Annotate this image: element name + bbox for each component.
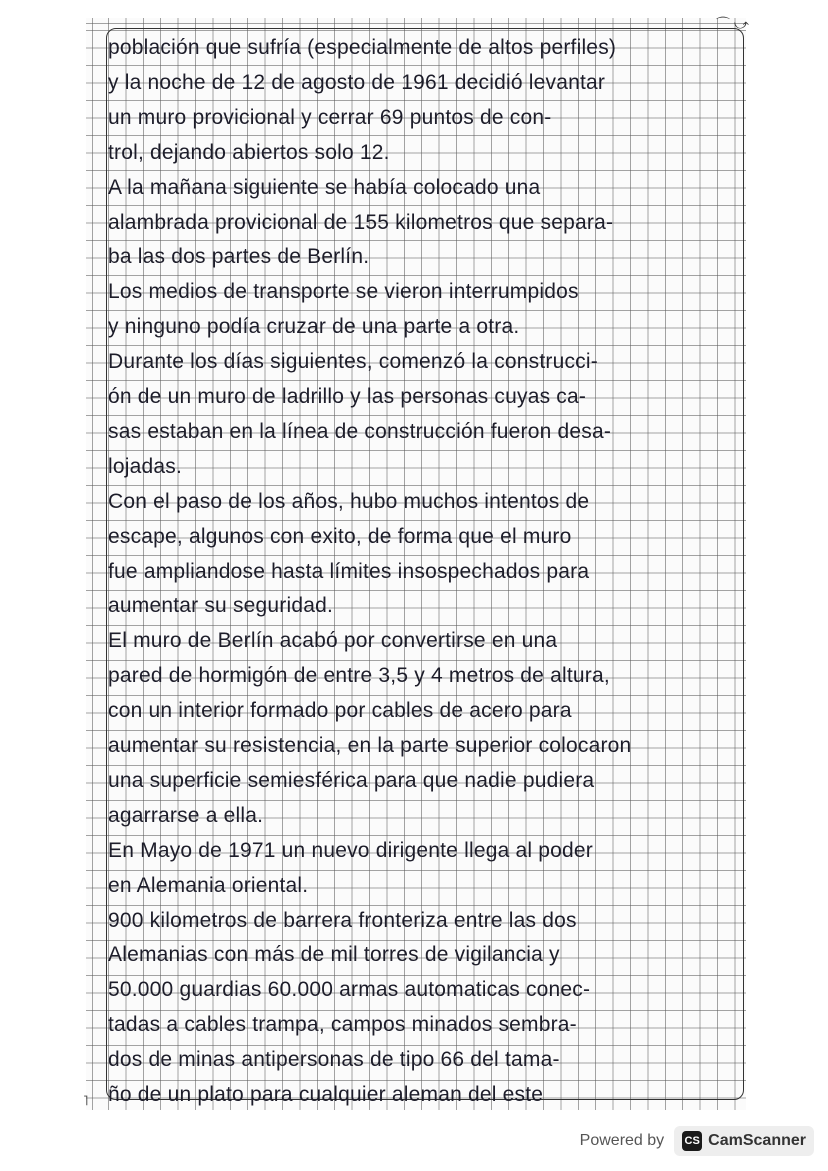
- text-line: Los medios de transporte se vieron interrumpidos: [108, 280, 579, 304]
- text-line: trol, dejando abiertos solo 12.: [108, 140, 390, 164]
- text-line: En Mayo de 1971 un nuevo dirigente llega al poder: [108, 838, 593, 862]
- camscanner-logo-icon: CS: [682, 1131, 702, 1151]
- text-line: lojadas.: [108, 454, 182, 478]
- powered-by-label: Powered by: [579, 1132, 665, 1149]
- text-line: aumentar su resistencia, en la parte superior colocaron: [108, 734, 632, 757]
- text-line: ño de un plato para cualquier aleman del este: [108, 1083, 544, 1106]
- page-corner-mark: ˥: [83, 1092, 89, 1108]
- text-line: 50.000 guardias 60.000 armas automaticas conec-: [108, 978, 591, 1002]
- text-line: A la mañana siguiente se había colocado una: [108, 175, 541, 199]
- text-line: pared de hormigón de entre 3,5 y 4 metros de altura,: [108, 664, 610, 688]
- text-line: 900 kilometros de barrera fronteriza entre las dos: [108, 908, 577, 932]
- text-line: agarrarse a ella.: [108, 803, 264, 827]
- text-line: sas estaban en la línea de construcción fueron desa-: [108, 419, 612, 443]
- text-line: una superficie semiesférica para que nadie pudiera: [108, 768, 595, 792]
- text-line: tadas a cables trampa, campos minados sembra-: [108, 1013, 577, 1037]
- text-line: aumentar su seguridad.: [108, 594, 334, 618]
- text-line: un muro provicional y cerrar 69 puntos de con-: [108, 105, 552, 129]
- text-line: El muro de Berlín acabó por convertirse en una: [108, 629, 558, 653]
- camscanner-watermark: [580, 1124, 814, 1158]
- text-line: y la noche de 12 de agosto de 1961 decidió levantar: [108, 70, 606, 94]
- camscanner-brand: CamScanner: [708, 1132, 806, 1149]
- text-line: Con el paso de los años, hubo muchos intentos de: [108, 489, 590, 513]
- text-line: población que sufría (especialmente de altos perfiles): [108, 36, 617, 59]
- text-line: Durante los días siguientes, comenzó la construcci-: [108, 350, 598, 374]
- camscanner-badge: [674, 1126, 814, 1156]
- text-line: alambrada provicional de 155 kilometros que separa-: [108, 210, 614, 234]
- text-line: y ninguno podía cruzar de una parte a otra.: [108, 315, 520, 339]
- page-curl-mark: ⌒ ⤻: [716, 16, 749, 32]
- text-line: con un interior formado por cables de acero para: [108, 699, 572, 723]
- text-line: ba las dos partes de Berlín.: [108, 245, 370, 269]
- text-line: Alemanias con más de mil torres de vigilancia y: [108, 943, 560, 967]
- text-line: ón de un muro de ladrillo y las personas cuyas ca-: [108, 385, 587, 408]
- text-line: dos de minas antipersonas de tipo 66 del tama-: [108, 1048, 560, 1072]
- text-line: fue ampliandose hasta límites insospechados para: [108, 559, 590, 583]
- text-line: en Alemania oriental.: [108, 873, 309, 897]
- text-line: escape, algunos con exito, de forma que el muro: [108, 524, 572, 548]
